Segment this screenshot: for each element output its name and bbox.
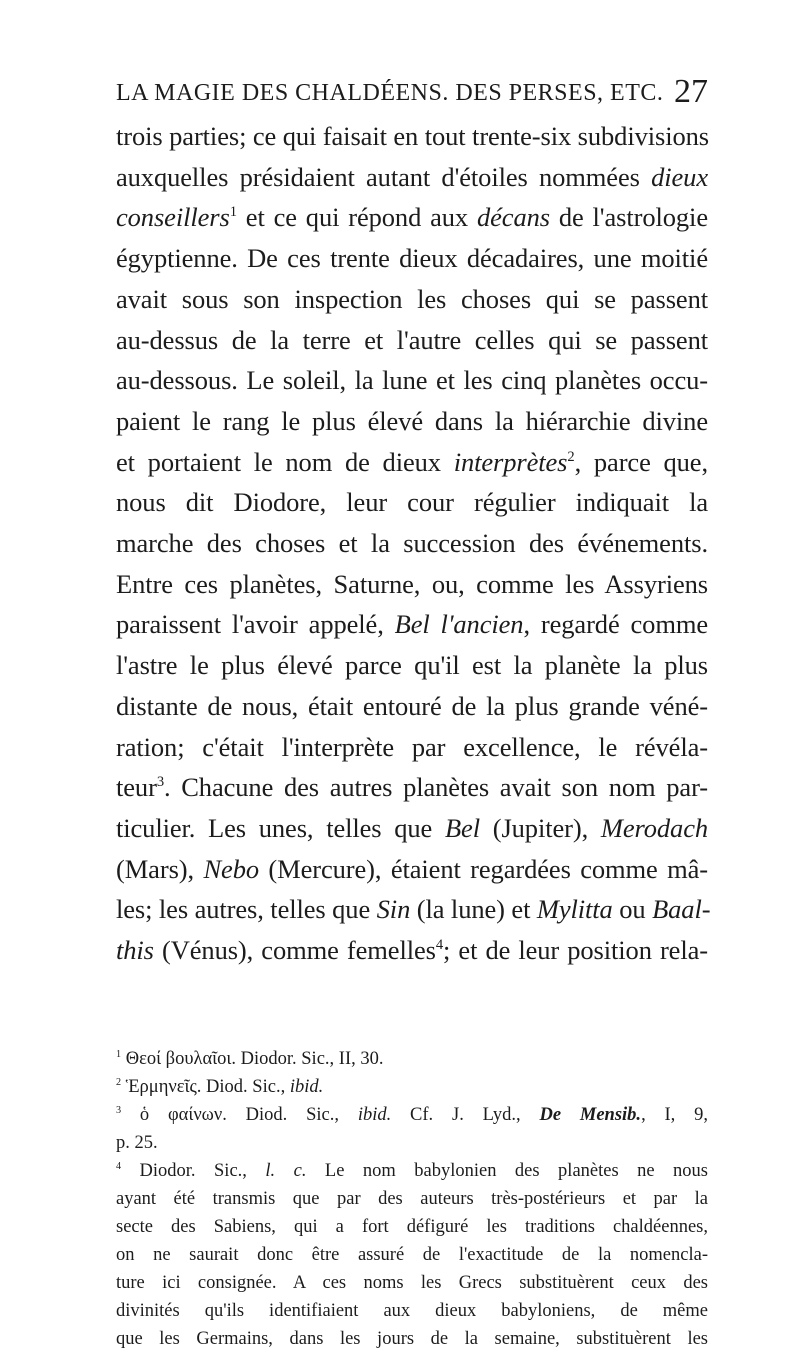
text-line — [116, 116, 708, 157]
emphasized-text: ibid. — [357, 1105, 392, 1125]
text-run: , regardé comme — [523, 609, 709, 640]
emphasized-text: Bel — [444, 812, 480, 843]
text-run: (la lune) et — [410, 894, 537, 925]
text-run: Ἑρμηνεῖς. Diod. Sic., — [121, 1077, 290, 1097]
text-line — [116, 238, 708, 279]
text-run: Θεοί βουλαῖοι. Diodor. Sic., II, 30. — [121, 1049, 384, 1069]
footnote-line — [116, 1297, 708, 1325]
text-line — [116, 564, 708, 605]
text-run: auxquelles présidaient autant d'étoiles nommées — [116, 161, 652, 192]
text-run: au-dessous. Le soleil, la lune et les cinq planètes occu- — [116, 365, 708, 396]
footnote-line — [116, 1101, 708, 1129]
emphasized-text: this — [116, 935, 154, 966]
text-line — [116, 523, 708, 564]
footnote-marker: 1 — [116, 1048, 122, 1060]
footnote-line — [116, 1241, 708, 1269]
text-run: ration; c'était l'interprète par excellence, le révéla- — [116, 731, 708, 762]
emphasized-text: ibid. — [289, 1077, 324, 1097]
emphasized-text: De Mensib. — [539, 1105, 642, 1125]
text-run: et portaient le nom de dieux — [116, 446, 454, 477]
text-run: paient le rang le plus élevé dans la hiérarchie divine — [116, 405, 708, 436]
footnote-line — [116, 1325, 708, 1353]
page-header — [116, 72, 708, 116]
text-run: de l'astrologie — [549, 202, 708, 233]
text-run: (Mercure), étaient regardées comme mâ- — [259, 853, 708, 884]
main-text — [116, 116, 711, 971]
running-head: LA MAGIE DES CHALDÉENS. DES PERSES, ETC. — [116, 80, 664, 106]
text-line — [116, 727, 708, 768]
footnote-line — [116, 1157, 708, 1185]
text-run: teur — [116, 772, 157, 803]
text-run: ; et de leur position rela- — [443, 935, 708, 966]
text-run: , parce que, — [574, 446, 708, 477]
text-line — [116, 442, 708, 483]
text-run: (Mars), — [116, 853, 204, 884]
text-line — [116, 360, 708, 401]
emphasized-text: conseillers — [116, 202, 230, 233]
text-run: Le nom babylonien des planètes ne nous — [306, 1161, 709, 1181]
text-run: paraissent l'avoir appelé, — [116, 609, 395, 640]
text-run: et ce qui répond aux — [236, 202, 477, 233]
text-line — [116, 482, 708, 523]
footnote-marker: 2 — [116, 1076, 122, 1088]
text-line — [116, 157, 708, 198]
text-run: l'astre le plus élevé parce qu'il est la planète la plus — [116, 650, 708, 681]
emphasized-text: l. c. — [265, 1161, 307, 1181]
emphasized-text: Merodach — [600, 812, 709, 843]
text-line — [116, 320, 708, 361]
text-run: ayant été transmis que par des auteurs très-postérieurs et par la — [116, 1189, 708, 1209]
footnotes — [116, 1045, 708, 1353]
text-run: avait sous son inspection les choses qui se passent — [116, 283, 708, 314]
text-run: . Chacune des autres planètes avait son nom par- — [164, 772, 708, 803]
text-line — [116, 401, 708, 442]
text-line — [116, 604, 708, 645]
emphasized-text: Nebo — [203, 853, 259, 884]
text-line — [116, 849, 708, 890]
text-line — [116, 889, 711, 930]
text-run: (Vénus), comme femelles — [153, 935, 436, 966]
text-run: secte des Sabiens, qui a fort défiguré les traditions chaldéennes, — [116, 1217, 708, 1237]
text-run: ὁ φαίνων. Diod. Sic., — [121, 1105, 358, 1125]
footnote-marker: 4 — [435, 937, 444, 954]
text-run: que les Germains, dans les jours de la semaine, substituèrent les — [116, 1329, 708, 1349]
text-run: ticulier. Les unes, telles que — [116, 812, 445, 843]
text-run: (Jupiter), — [479, 812, 601, 843]
text-run: ture ici consignée. A ces noms les Grecs substituèrent ceux des — [116, 1273, 708, 1293]
text-run: nous dit Diodore, leur cour régulier indiquait la — [116, 487, 708, 518]
footnote-line — [116, 1045, 708, 1073]
text-run: Cf. J. Lyd., — [391, 1105, 540, 1125]
footnote-marker: 3 — [156, 774, 164, 791]
text-line — [116, 930, 708, 971]
text-run: distante de nous, était entouré de la plus grande véné- — [116, 690, 708, 721]
footnote-marker: 4 — [116, 1160, 122, 1172]
emphasized-text: Baal- — [652, 894, 711, 925]
text-run: au-dessus de la terre et l'autre celles qui se passent — [116, 324, 708, 355]
footnote-marker: 2 — [567, 448, 575, 465]
text-run: ou — [612, 894, 653, 925]
text-run: Entre ces planètes, Saturne, ou, comme les Assyriens — [116, 568, 708, 599]
text-run: trois parties; ce qui faisait en tout trente-six subdivisions — [116, 121, 709, 151]
text-line — [116, 808, 708, 849]
text-line — [116, 645, 708, 686]
emphasized-text: décans — [476, 202, 550, 233]
footnote-line — [116, 1129, 708, 1157]
text-run: les; les autres, telles que — [116, 894, 377, 925]
text-line — [116, 767, 708, 808]
emphasized-text: interprètes — [453, 446, 568, 477]
text-run: p. 25. — [116, 1133, 158, 1153]
text-run: on ne saurait donc être assuré de l'exactitude de la nomencla- — [116, 1245, 708, 1265]
text-run: , I, 9, — [641, 1105, 708, 1125]
page-number: 27 — [674, 73, 708, 110]
footnote-marker: 3 — [116, 1104, 122, 1116]
text-run: marche des choses et la succession des événements. — [116, 528, 708, 559]
emphasized-text: Sin — [376, 894, 411, 925]
footnote-marker: 1 — [229, 204, 237, 221]
text-line — [116, 279, 708, 320]
emphasized-text: Bel l'ancien — [394, 609, 524, 640]
footnote-line — [116, 1269, 708, 1297]
text-run: Diodor. Sic., — [121, 1161, 266, 1181]
text-run: égyptienne. De ces trente dieux décadaires, une moitié — [116, 243, 708, 274]
emphasized-text: dieux — [651, 161, 708, 192]
text-run: divinités qu'ils identifiaient aux dieux babyloniens, de même — [116, 1301, 708, 1321]
footnote-line — [116, 1213, 708, 1241]
emphasized-text: Mylitta — [536, 894, 613, 925]
text-line — [116, 686, 708, 727]
text-line — [116, 197, 708, 238]
footnote-line — [116, 1185, 708, 1213]
footnote-line — [116, 1073, 708, 1101]
